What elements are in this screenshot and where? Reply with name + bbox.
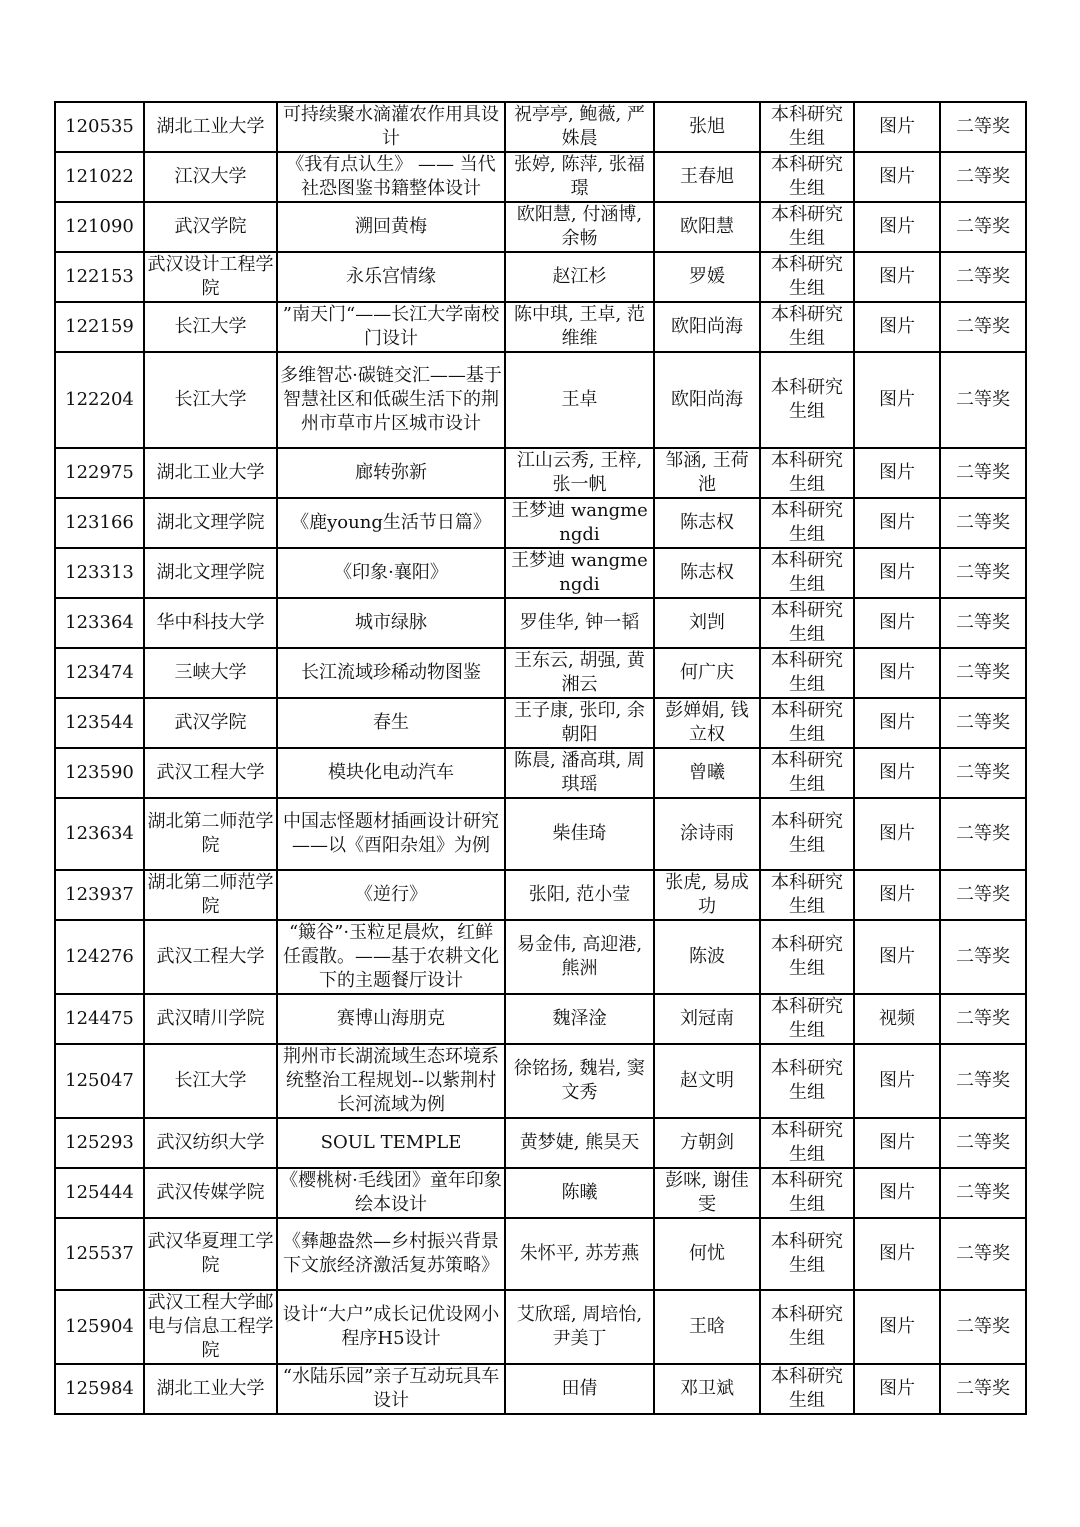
school-cell: 湖北第二师范学院 — [144, 798, 277, 870]
work-title-cell: 中国志怪题材插画设计研究——以《酉阳杂俎》为例 — [277, 798, 505, 870]
advisor-cell: 陈志权 — [654, 548, 760, 598]
advisor-cell: 彭咪, 谢佳雯 — [654, 1168, 760, 1218]
school-cell: 湖北第二师范学院 — [144, 870, 277, 920]
work-type-cell: 图片 — [854, 202, 940, 252]
entry-id-cell: 125293 — [55, 1118, 144, 1168]
work-title-cell: “簸谷”·玉粒足晨炊，红鲜任霞散。——基于农耕文化下的主题餐厅设计 — [277, 920, 505, 994]
advisor-cell: 彭婵娟, 钱立权 — [654, 698, 760, 748]
work-title-cell: 城市绿脉 — [277, 598, 505, 648]
work-type-cell: 图片 — [854, 1218, 940, 1290]
group-cell: 本科研究生组 — [760, 748, 854, 798]
award-cell: 二等奖 — [940, 1118, 1026, 1168]
school-cell: 华中科技大学 — [144, 598, 277, 648]
school-cell: 长江大学 — [144, 302, 277, 352]
table-row — [55, 548, 1026, 598]
authors-cell: 祝亭亭, 鲍薇, 严姝晨 — [505, 102, 654, 152]
award-cell: 二等奖 — [940, 202, 1026, 252]
advisor-cell: 邹涵, 王荷池 — [654, 448, 760, 498]
school-cell: 湖北工业大学 — [144, 448, 277, 498]
entry-id-cell: 124475 — [55, 994, 144, 1044]
entry-id-cell: 123166 — [55, 498, 144, 548]
work-title-cell: 荆州市长湖流域生态环境系统整治工程规划--以紫荆村长河流域为例 — [277, 1044, 505, 1118]
entry-id-cell: 122204 — [55, 352, 144, 448]
work-title-cell: ”南天门“——长江大学南校门设计 — [277, 302, 505, 352]
award-cell: 二等奖 — [940, 152, 1026, 202]
authors-cell: 黄梦婕, 熊昊天 — [505, 1118, 654, 1168]
group-cell: 本科研究生组 — [760, 202, 854, 252]
table-row — [55, 352, 1026, 448]
advisor-cell: 张旭 — [654, 102, 760, 152]
school-cell: 武汉纺织大学 — [144, 1118, 277, 1168]
group-cell: 本科研究生组 — [760, 870, 854, 920]
advisor-cell: 陈志权 — [654, 498, 760, 548]
table-row — [55, 1290, 1026, 1364]
authors-cell: 艾欣瑶, 周培怡, 尹美丁 — [505, 1290, 654, 1364]
table-row — [55, 1364, 1026, 1414]
work-title-cell: 永乐宫情缘 — [277, 252, 505, 302]
school-cell: 江汉大学 — [144, 152, 277, 202]
work-type-cell: 图片 — [854, 1290, 940, 1364]
work-type-cell: 图片 — [854, 302, 940, 352]
work-type-cell: 图片 — [854, 648, 940, 698]
entry-id-cell: 125444 — [55, 1168, 144, 1218]
table-row — [55, 1044, 1026, 1118]
school-cell: 湖北工业大学 — [144, 1364, 277, 1414]
school-cell: 武汉工程大学 — [144, 748, 277, 798]
group-cell: 本科研究生组 — [760, 1118, 854, 1168]
authors-cell: 魏泽淦 — [505, 994, 654, 1044]
award-cell: 二等奖 — [940, 920, 1026, 994]
school-cell: 湖北工业大学 — [144, 102, 277, 152]
school-cell: 武汉华夏理工学院 — [144, 1218, 277, 1290]
work-title-cell: “水陆乐园”亲子互动玩具车设计 — [277, 1364, 505, 1414]
advisor-cell: 欧阳尚海 — [654, 352, 760, 448]
work-title-cell: 《逆行》 — [277, 870, 505, 920]
group-cell: 本科研究生组 — [760, 1290, 854, 1364]
school-cell: 武汉工程大学邮电与信息工程学院 — [144, 1290, 277, 1364]
authors-cell: 王子康, 张印, 余朝阳 — [505, 698, 654, 748]
school-cell: 武汉晴川学院 — [144, 994, 277, 1044]
school-cell: 武汉学院 — [144, 202, 277, 252]
advisor-cell: 欧阳尚海 — [654, 302, 760, 352]
table-row — [55, 202, 1026, 252]
table-row — [55, 598, 1026, 648]
award-cell: 二等奖 — [940, 498, 1026, 548]
table-row — [55, 102, 1026, 152]
entry-id-cell: 125904 — [55, 1290, 144, 1364]
authors-cell: 田倩 — [505, 1364, 654, 1414]
work-type-cell: 图片 — [854, 920, 940, 994]
school-cell: 武汉传媒学院 — [144, 1168, 277, 1218]
work-title-cell: 廊转弥新 — [277, 448, 505, 498]
group-cell: 本科研究生组 — [760, 548, 854, 598]
advisor-cell: 欧阳慧 — [654, 202, 760, 252]
group-cell: 本科研究生组 — [760, 994, 854, 1044]
entry-id-cell: 125984 — [55, 1364, 144, 1414]
work-title-cell: SOUL TEMPLE — [277, 1118, 505, 1168]
work-title-cell: 设计“大户”成长记优设网小程序H5设计 — [277, 1290, 505, 1364]
advisor-cell: 刘冠南 — [654, 994, 760, 1044]
entry-id-cell: 125047 — [55, 1044, 144, 1118]
group-cell: 本科研究生组 — [760, 598, 854, 648]
award-cell: 二等奖 — [940, 302, 1026, 352]
school-cell: 长江大学 — [144, 352, 277, 448]
work-type-cell: 图片 — [854, 598, 940, 648]
table-row — [55, 748, 1026, 798]
authors-cell: 朱怀平, 苏芳燕 — [505, 1218, 654, 1290]
school-cell: 湖北文理学院 — [144, 548, 277, 598]
entry-id-cell: 123544 — [55, 698, 144, 748]
authors-cell: 王东云, 胡强, 黄湘云 — [505, 648, 654, 698]
group-cell: 本科研究生组 — [760, 1044, 854, 1118]
award-cell: 二等奖 — [940, 994, 1026, 1044]
award-cell: 二等奖 — [940, 1168, 1026, 1218]
table-row — [55, 302, 1026, 352]
group-cell: 本科研究生组 — [760, 1364, 854, 1414]
group-cell: 本科研究生组 — [760, 152, 854, 202]
advisor-cell: 曾曦 — [654, 748, 760, 798]
authors-cell: 易金伟, 高迎港, 熊洲 — [505, 920, 654, 994]
award-cell: 二等奖 — [940, 698, 1026, 748]
group-cell: 本科研究生组 — [760, 1218, 854, 1290]
table-row — [55, 252, 1026, 302]
advisor-cell: 张虎, 易成功 — [654, 870, 760, 920]
school-cell: 武汉学院 — [144, 698, 277, 748]
authors-cell: 陈中琪, 王卓, 范维维 — [505, 302, 654, 352]
group-cell: 本科研究生组 — [760, 920, 854, 994]
work-type-cell: 图片 — [854, 798, 940, 870]
entry-id-cell: 122159 — [55, 302, 144, 352]
table-row — [55, 698, 1026, 748]
entry-id-cell: 125537 — [55, 1218, 144, 1290]
entry-id-cell: 123634 — [55, 798, 144, 870]
authors-cell: 陈晨, 潘高琪, 周琪瑶 — [505, 748, 654, 798]
table-body — [55, 102, 1026, 1414]
work-type-cell: 图片 — [854, 748, 940, 798]
award-cell: 二等奖 — [940, 1364, 1026, 1414]
award-cell: 二等奖 — [940, 1044, 1026, 1118]
work-type-cell: 图片 — [854, 870, 940, 920]
award-cell: 二等奖 — [940, 252, 1026, 302]
advisor-cell: 邓卫斌 — [654, 1364, 760, 1414]
school-cell: 湖北文理学院 — [144, 498, 277, 548]
work-title-cell: 长江流域珍稀动物图鉴 — [277, 648, 505, 698]
table-row — [55, 648, 1026, 698]
group-cell: 本科研究生组 — [760, 1168, 854, 1218]
table-row — [55, 152, 1026, 202]
work-title-cell: 《彝趣盎然—乡村振兴背景下文旅经济激活复苏策略》 — [277, 1218, 505, 1290]
group-cell: 本科研究生组 — [760, 302, 854, 352]
authors-cell: 王卓 — [505, 352, 654, 448]
school-cell: 长江大学 — [144, 1044, 277, 1118]
table-row — [55, 448, 1026, 498]
work-type-cell: 图片 — [854, 498, 940, 548]
advisor-cell: 涂诗雨 — [654, 798, 760, 870]
authors-cell: 张阳, 范小莹 — [505, 870, 654, 920]
entry-id-cell: 122153 — [55, 252, 144, 302]
authors-cell: 张婷, 陈萍, 张福璟 — [505, 152, 654, 202]
group-cell: 本科研究生组 — [760, 698, 854, 748]
entry-id-cell: 123590 — [55, 748, 144, 798]
authors-cell: 罗佳华, 钟一韬 — [505, 598, 654, 648]
advisor-cell: 赵文明 — [654, 1044, 760, 1118]
work-title-cell: 赛博山海朋克 — [277, 994, 505, 1044]
work-title-cell: 《樱桃树·毛线团》童年印象绘本设计 — [277, 1168, 505, 1218]
award-cell: 二等奖 — [940, 598, 1026, 648]
group-cell: 本科研究生组 — [760, 448, 854, 498]
work-title-cell: 多维智芯·碳链交汇——基于智慧社区和低碳生活下的荆州市草市片区城市设计 — [277, 352, 505, 448]
entry-id-cell: 124276 — [55, 920, 144, 994]
entry-id-cell: 121090 — [55, 202, 144, 252]
school-cell: 三峡大学 — [144, 648, 277, 698]
group-cell: 本科研究生组 — [760, 102, 854, 152]
table-row — [55, 1118, 1026, 1168]
advisor-cell: 罗媛 — [654, 252, 760, 302]
award-cell: 二等奖 — [940, 352, 1026, 448]
entry-id-cell: 120535 — [55, 102, 144, 152]
authors-cell: 柴佳琦 — [505, 798, 654, 870]
work-type-cell: 视频 — [854, 994, 940, 1044]
group-cell: 本科研究生组 — [760, 352, 854, 448]
work-title-cell: 溯回黄梅 — [277, 202, 505, 252]
entry-id-cell: 123364 — [55, 598, 144, 648]
award-cell: 二等奖 — [940, 748, 1026, 798]
authors-cell: 徐铭扬, 魏岩, 窦文秀 — [505, 1044, 654, 1118]
school-cell: 武汉工程大学 — [144, 920, 277, 994]
authors-cell: 王梦迪 wangmengdi — [505, 498, 654, 548]
work-type-cell: 图片 — [854, 1044, 940, 1118]
award-cell: 二等奖 — [940, 1218, 1026, 1290]
award-cell: 二等奖 — [940, 1290, 1026, 1364]
table-row — [55, 870, 1026, 920]
table-row — [55, 1168, 1026, 1218]
advisor-cell: 陈波 — [654, 920, 760, 994]
entry-id-cell: 123474 — [55, 648, 144, 698]
award-cell: 二等奖 — [940, 448, 1026, 498]
work-type-cell: 图片 — [854, 102, 940, 152]
advisor-cell: 刘剀 — [654, 598, 760, 648]
authors-cell: 王梦迪 wangmengdi — [505, 548, 654, 598]
group-cell: 本科研究生组 — [760, 648, 854, 698]
entry-id-cell: 123313 — [55, 548, 144, 598]
work-title-cell: 《印象·襄阳》 — [277, 548, 505, 598]
table-row — [55, 798, 1026, 870]
work-title-cell: 模块化电动汽车 — [277, 748, 505, 798]
entry-id-cell: 121022 — [55, 152, 144, 202]
work-type-cell: 图片 — [854, 548, 940, 598]
work-title-cell: 《鹿young生活节日篇》 — [277, 498, 505, 548]
authors-cell: 陈曦 — [505, 1168, 654, 1218]
award-cell: 二等奖 — [940, 798, 1026, 870]
award-cell: 二等奖 — [940, 648, 1026, 698]
group-cell: 本科研究生组 — [760, 798, 854, 870]
work-type-cell: 图片 — [854, 252, 940, 302]
work-title-cell: 可持续聚水滴灌农作用具设计 — [277, 102, 505, 152]
authors-cell: 赵江杉 — [505, 252, 654, 302]
work-title-cell: 《我有点认生》 —— 当代社恐图鉴书籍整体设计 — [277, 152, 505, 202]
work-type-cell: 图片 — [854, 1364, 940, 1414]
authors-cell: 欧阳慧, 付涵博, 余畅 — [505, 202, 654, 252]
work-type-cell: 图片 — [854, 352, 940, 448]
table-row — [55, 498, 1026, 548]
table-row — [55, 920, 1026, 994]
group-cell: 本科研究生组 — [760, 252, 854, 302]
school-cell: 武汉设计工程学院 — [144, 252, 277, 302]
work-type-cell: 图片 — [854, 1118, 940, 1168]
group-cell: 本科研究生组 — [760, 498, 854, 548]
advisor-cell: 王春旭 — [654, 152, 760, 202]
award-cell: 二等奖 — [940, 870, 1026, 920]
entry-id-cell: 122975 — [55, 448, 144, 498]
work-title-cell: 春生 — [277, 698, 505, 748]
authors-cell: 江山云秀, 王梓, 张一帆 — [505, 448, 654, 498]
advisor-cell: 方朝剑 — [654, 1118, 760, 1168]
work-type-cell: 图片 — [854, 448, 940, 498]
award-cell: 二等奖 — [940, 102, 1026, 152]
award-table — [54, 101, 1027, 1415]
table-row — [55, 994, 1026, 1044]
advisor-cell: 何广庆 — [654, 648, 760, 698]
work-type-cell: 图片 — [854, 1168, 940, 1218]
table-row — [55, 1218, 1026, 1290]
work-type-cell: 图片 — [854, 152, 940, 202]
award-cell: 二等奖 — [940, 548, 1026, 598]
work-type-cell: 图片 — [854, 698, 940, 748]
advisor-cell: 王晗 — [654, 1290, 760, 1364]
advisor-cell: 何忧 — [654, 1218, 760, 1290]
entry-id-cell: 123937 — [55, 870, 144, 920]
